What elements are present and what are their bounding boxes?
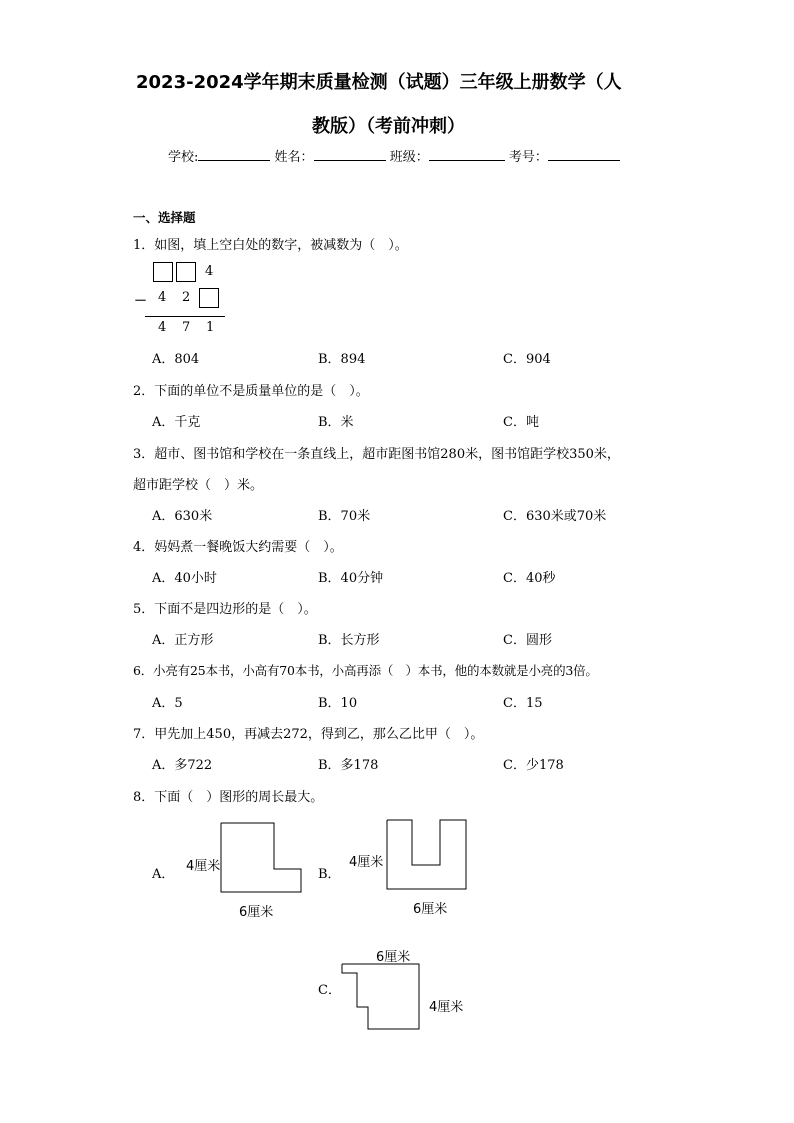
q5-option-c[interactable]: C．圆形: [503, 633, 552, 648]
q6-option-b[interactable]: B．10: [318, 696, 358, 711]
school-label: 学校:: [168, 150, 199, 165]
subtrahend-tens-digit: 2: [182, 290, 191, 305]
q7-option-c[interactable]: C．少178: [503, 758, 564, 773]
q1-option-b[interactable]: B．894: [318, 352, 366, 367]
figure-c-outline: [342, 964, 419, 1029]
figure-b-bottom-label: 6厘米: [413, 902, 448, 917]
q6-option-c[interactable]: C．15: [503, 696, 543, 711]
figure-c-label[interactable]: C．: [318, 983, 341, 998]
subtrahend-hundreds-digit: 4: [158, 290, 167, 305]
student-info-row: [168, 146, 620, 165]
figure-c-side-label: 4厘米: [429, 1000, 464, 1015]
name-label: 姓名：: [274, 150, 314, 165]
question-4: 4．妈妈煮一餐晚饭大约需要（ ）。: [133, 540, 343, 555]
q2-option-b[interactable]: B．米: [318, 415, 354, 430]
q3-option-b[interactable]: B．70米: [318, 509, 371, 524]
figure-b-side-label: 4厘米: [349, 855, 384, 870]
page-title-line2: 教版）（考前冲刺）: [312, 116, 465, 137]
figure-c-top-label: 6厘米: [376, 950, 411, 965]
q5-option-a[interactable]: A．正方形: [152, 633, 214, 648]
class-label: 班级：: [389, 150, 429, 165]
q2-option-c[interactable]: C．吨: [503, 415, 539, 430]
q1-option-a[interactable]: A．804: [152, 352, 200, 367]
q5-option-b[interactable]: B．长方形: [318, 633, 380, 648]
figure-b-shape: [384, 817, 470, 893]
figure-a-outline: [221, 823, 301, 892]
subtraction-line: [145, 316, 225, 317]
question-6: 6．小亮有25本书，小高有70本书，小高再添（ ）本书，他的本数就是小亮的3倍。: [133, 663, 598, 678]
page-title-line1: 2023-2024学年期末质量检测（试题）三年级上册数学（人: [136, 72, 622, 93]
blank-box-hundreds[interactable]: [153, 262, 173, 282]
q7-option-a[interactable]: A．多722: [152, 758, 213, 773]
q3-option-c[interactable]: C．630米或70米: [503, 509, 607, 524]
question-3: 3．超市、图书馆和学校在一条直线上，超市距图书馆280米，图书馆距学校350米，: [133, 447, 620, 462]
figure-c-shape: [339, 961, 425, 1033]
blank-box-tens[interactable]: [176, 262, 196, 282]
question-5: 5．下面不是四边形的是（ ）。: [133, 602, 317, 617]
result-hundreds-digit: 4: [158, 320, 167, 335]
exam-number-blank[interactable]: [548, 148, 620, 161]
school-blank[interactable]: [198, 148, 270, 161]
figure-a-bottom-label: 6厘米: [239, 905, 274, 920]
minuend-ones-digit: 4: [205, 264, 214, 279]
result-ones-digit: 1: [206, 320, 215, 335]
q4-option-b[interactable]: B．40分钟: [318, 571, 384, 586]
section-title: 一、选择题: [133, 210, 196, 225]
q1-option-c[interactable]: C．904: [503, 352, 551, 367]
q7-option-b[interactable]: B．多178: [318, 758, 379, 773]
question-2: 2．下面的单位不是质量单位的是（ ）。: [133, 384, 369, 399]
question-1: 1．如图，填上空白处的数字，被减数为（ ）。: [133, 238, 408, 253]
q3-option-a[interactable]: A．630米: [152, 509, 213, 524]
figure-a-side-label: 4厘米: [186, 859, 221, 874]
figure-a-shape: [218, 820, 306, 896]
name-blank[interactable]: [314, 148, 386, 161]
q2-option-a[interactable]: A．千克: [152, 415, 201, 430]
figure-b-outline: [387, 820, 466, 889]
question-3-line2: 超市距学校（ ）米。: [133, 478, 264, 493]
q4-option-a[interactable]: A．40小时: [152, 571, 217, 586]
result-tens-digit: 7: [182, 320, 191, 335]
figure-a-label[interactable]: A．: [152, 867, 175, 882]
q4-option-c[interactable]: C．40秒: [503, 571, 556, 586]
figure-b-label[interactable]: B．: [318, 867, 341, 882]
exam-number-label: 考号：: [508, 150, 548, 165]
q6-option-a[interactable]: A．5: [152, 696, 183, 711]
question-8: 8．下面（ ）图形的周长最大。: [133, 790, 324, 805]
minus-sign: －: [134, 294, 148, 309]
class-blank[interactable]: [429, 148, 505, 161]
question-7: 7．甲先加上450，再减去272，得到乙，那么乙比甲（ ）。: [133, 727, 484, 742]
blank-box-ones[interactable]: [199, 288, 219, 308]
